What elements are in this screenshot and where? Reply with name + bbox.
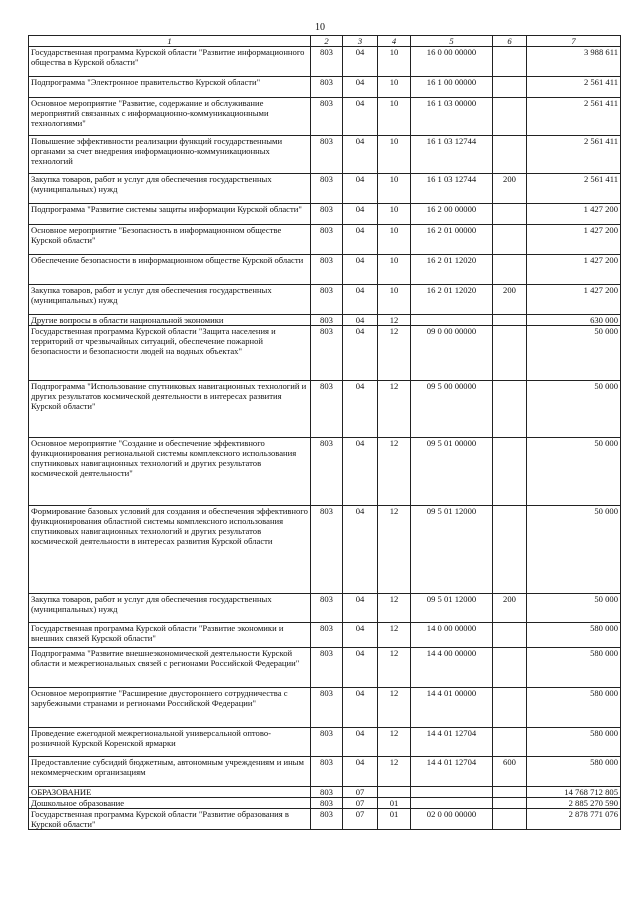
row-code-5: 16 1 03 12744 <box>411 174 493 204</box>
row-code-2: 803 <box>311 98 343 136</box>
table-row <box>29 809 621 830</box>
row-code-2: 803 <box>311 381 343 438</box>
row-amount: 1 427 200 <box>527 285 621 315</box>
row-code-5: 09 0 00 00000 <box>411 326 493 381</box>
row-name: Подпрограмма "Развитие системы защиты информации Курской области" <box>29 204 311 225</box>
row-code-6 <box>493 688 527 728</box>
row-name: ОБРАЗОВАНИЕ <box>29 787 311 798</box>
row-code-2: 803 <box>311 728 343 757</box>
budget-table <box>28 35 621 830</box>
row-amount: 2 878 771 076 <box>527 809 621 830</box>
row-code-5: 14 4 01 00000 <box>411 688 493 728</box>
row-code-5: 14 4 00 00000 <box>411 648 493 688</box>
row-amount: 50 000 <box>527 326 621 381</box>
row-code-3: 04 <box>343 98 378 136</box>
table-row <box>29 47 621 77</box>
row-name: Формирование базовых условий для создания и обеспечения эффективного функционирования областной системы комплексного использования спутниковых навигационных технологий и других результатов космической деятельности в интересах развития Курской области <box>29 506 311 594</box>
table-row <box>29 594 621 623</box>
row-code-3: 04 <box>343 255 378 285</box>
row-amount: 50 000 <box>527 594 621 623</box>
row-amount: 580 000 <box>527 728 621 757</box>
row-code-3: 04 <box>343 648 378 688</box>
row-name: Подпрограмма "Развитие внешнеэкономической деятельности Курской области и межрегиональных связей с регионами Российской Федерации" <box>29 648 311 688</box>
row-name: Государственная программа Курской области "Развитие экономики и внешних связей Курской области" <box>29 623 311 648</box>
row-amount: 50 000 <box>527 438 621 506</box>
row-code-3: 04 <box>343 174 378 204</box>
row-amount: 580 000 <box>527 648 621 688</box>
row-code-6 <box>493 315 527 326</box>
row-code-2: 803 <box>311 648 343 688</box>
row-code-4: 10 <box>378 285 411 315</box>
row-code-2: 803 <box>311 136 343 174</box>
row-code-3: 04 <box>343 204 378 225</box>
row-code-2: 803 <box>311 787 343 798</box>
table-row <box>29 787 621 798</box>
row-code-5 <box>411 798 493 809</box>
row-code-6: 600 <box>493 757 527 787</box>
row-code-2: 803 <box>311 225 343 255</box>
header-row <box>29 36 621 47</box>
row-code-4: 01 <box>378 809 411 830</box>
row-code-2: 803 <box>311 438 343 506</box>
row-code-4: 10 <box>378 98 411 136</box>
row-code-6: 200 <box>493 285 527 315</box>
row-name: Государственная программа Курской области "Развитие информационного общества в Курской области" <box>29 47 311 77</box>
row-name: Повышение эффективности реализации функций государственными органами за счет внедрения информационно-коммуникационных технологий <box>29 136 311 174</box>
row-code-6 <box>493 728 527 757</box>
row-code-5: 16 2 01 00000 <box>411 225 493 255</box>
row-amount: 2 885 270 590 <box>527 798 621 809</box>
row-code-5: 02 0 00 00000 <box>411 809 493 830</box>
row-amount: 1 427 200 <box>527 255 621 285</box>
row-name: Закупка товаров, работ и услуг для обеспечения государственных (муниципальных) нужд <box>29 594 311 623</box>
table-row <box>29 688 621 728</box>
row-code-6 <box>493 136 527 174</box>
row-name: Основное мероприятие "Создание и обеспечение эффективного функционирования региональной системы комплексного использования спутниковых навигационных технологий и других результатов космической деятельности" <box>29 438 311 506</box>
table-row <box>29 728 621 757</box>
column-header: 2 <box>311 36 343 47</box>
table-row <box>29 798 621 809</box>
row-code-2: 803 <box>311 255 343 285</box>
table-row <box>29 225 621 255</box>
row-code-3: 04 <box>343 728 378 757</box>
table-row <box>29 77 621 98</box>
row-code-5 <box>411 315 493 326</box>
row-code-3: 07 <box>343 809 378 830</box>
column-header: 7 <box>527 36 621 47</box>
row-code-4: 12 <box>378 648 411 688</box>
row-code-4: 12 <box>378 757 411 787</box>
row-code-5: 09 5 01 00000 <box>411 438 493 506</box>
row-amount: 14 768 712 805 <box>527 787 621 798</box>
row-code-2: 803 <box>311 77 343 98</box>
table-row <box>29 204 621 225</box>
row-code-2: 803 <box>311 204 343 225</box>
row-name: Закупка товаров, работ и услуг для обеспечения государственных (муниципальных) нужд <box>29 174 311 204</box>
row-amount: 3 988 611 <box>527 47 621 77</box>
row-code-5: 16 2 00 00000 <box>411 204 493 225</box>
table-row <box>29 648 621 688</box>
table-row <box>29 326 621 381</box>
row-code-4: 12 <box>378 326 411 381</box>
row-code-4: 10 <box>378 47 411 77</box>
row-code-3: 07 <box>343 787 378 798</box>
row-code-6 <box>493 98 527 136</box>
row-name: Государственная программа Курской области "Защита населения и территорий от чрезвычайных ситуаций, обеспечение пожарной безопасности и безопасности людей на водных объектах" <box>29 326 311 381</box>
row-code-3: 04 <box>343 136 378 174</box>
row-code-3: 04 <box>343 506 378 594</box>
row-code-3: 04 <box>343 77 378 98</box>
table-row <box>29 506 621 594</box>
column-header: 1 <box>29 36 311 47</box>
row-name: Основное мероприятие "Расширение двустороннего сотрудничества с зарубежными странами и регионами Российской Федерации" <box>29 688 311 728</box>
row-name: Проведение ежегодной межрегиональной универсальной оптово-розничной Курской Коренской ярмарки <box>29 728 311 757</box>
row-code-4: 12 <box>378 728 411 757</box>
row-amount: 580 000 <box>527 623 621 648</box>
row-name: Закупка товаров, работ и услуг для обеспечения государственных (муниципальных) нужд <box>29 285 311 315</box>
row-code-3: 04 <box>343 757 378 787</box>
row-code-3: 04 <box>343 47 378 77</box>
row-code-6 <box>493 648 527 688</box>
table-row <box>29 136 621 174</box>
row-amount: 50 000 <box>527 381 621 438</box>
row-code-3: 04 <box>343 225 378 255</box>
row-amount: 2 561 411 <box>527 77 621 98</box>
row-amount: 1 427 200 <box>527 225 621 255</box>
row-code-5: 09 5 00 00000 <box>411 381 493 438</box>
row-code-6 <box>493 326 527 381</box>
row-code-4: 12 <box>378 623 411 648</box>
row-code-4: 12 <box>378 381 411 438</box>
page-number: 10 <box>315 22 325 33</box>
row-amount: 2 561 411 <box>527 136 621 174</box>
row-code-4: 10 <box>378 204 411 225</box>
row-code-6 <box>493 506 527 594</box>
row-code-6 <box>493 77 527 98</box>
row-code-4: 12 <box>378 438 411 506</box>
row-amount: 630 000 <box>527 315 621 326</box>
row-code-2: 803 <box>311 594 343 623</box>
row-code-2: 803 <box>311 809 343 830</box>
row-code-4: 10 <box>378 136 411 174</box>
row-code-5: 16 2 01 12020 <box>411 255 493 285</box>
table-row <box>29 285 621 315</box>
row-code-3: 04 <box>343 315 378 326</box>
row-name: Дошкольное образование <box>29 798 311 809</box>
table-row <box>29 438 621 506</box>
row-code-4: 10 <box>378 77 411 98</box>
row-name: Подпрограмма "Электронное правительство Курской области" <box>29 77 311 98</box>
row-code-2: 803 <box>311 315 343 326</box>
row-code-3: 04 <box>343 326 378 381</box>
row-code-6 <box>493 47 527 77</box>
row-code-2: 803 <box>311 174 343 204</box>
row-amount: 1 427 200 <box>527 204 621 225</box>
row-code-2: 803 <box>311 326 343 381</box>
row-code-5 <box>411 787 493 798</box>
row-name: Другие вопросы в области национальной экономики <box>29 315 311 326</box>
row-name: Государственная программа Курской области "Развитие образования в Курской области" <box>29 809 311 830</box>
row-code-4: 10 <box>378 255 411 285</box>
row-code-6 <box>493 623 527 648</box>
row-code-2: 803 <box>311 798 343 809</box>
row-code-5: 16 0 00 00000 <box>411 47 493 77</box>
row-amount: 580 000 <box>527 757 621 787</box>
row-name: Предоставление субсидий бюджетным, автономным учреждениям и иным некоммерческим организациям <box>29 757 311 787</box>
column-header: 5 <box>411 36 493 47</box>
row-code-5: 14 4 01 12704 <box>411 757 493 787</box>
row-code-2: 803 <box>311 47 343 77</box>
row-amount: 50 000 <box>527 506 621 594</box>
row-code-4: 12 <box>378 688 411 728</box>
table-row <box>29 174 621 204</box>
row-code-6 <box>493 225 527 255</box>
table-row <box>29 623 621 648</box>
row-code-2: 803 <box>311 688 343 728</box>
row-code-5: 16 1 03 00000 <box>411 98 493 136</box>
row-name: Основное мероприятие "Развитие, содержание и обслуживание мероприятий связанных с информационно-коммуникационными технологиями" <box>29 98 311 136</box>
row-code-6 <box>493 255 527 285</box>
row-code-4: 12 <box>378 315 411 326</box>
row-code-4: 10 <box>378 174 411 204</box>
row-name: Основное мероприятие "Безопасность в информационном обществе Курской области" <box>29 225 311 255</box>
table-row <box>29 98 621 136</box>
row-name: Обеспечение безопасности в информационном обществе Курской области <box>29 255 311 285</box>
table-row <box>29 315 621 326</box>
row-code-6: 200 <box>493 174 527 204</box>
row-code-6 <box>493 381 527 438</box>
row-code-6 <box>493 204 527 225</box>
row-code-5: 09 5 01 12000 <box>411 506 493 594</box>
row-code-6 <box>493 438 527 506</box>
row-code-2: 803 <box>311 623 343 648</box>
row-code-6 <box>493 809 527 830</box>
row-code-3: 04 <box>343 381 378 438</box>
row-name: Подпрограмма "Использование спутниковых навигационных технологий и других результатов космической деятельности в интересах развития Курской области" <box>29 381 311 438</box>
column-header: 6 <box>493 36 527 47</box>
row-amount: 580 000 <box>527 688 621 728</box>
row-code-4: 10 <box>378 225 411 255</box>
row-code-5: 16 1 00 00000 <box>411 77 493 98</box>
column-header: 4 <box>378 36 411 47</box>
row-code-6 <box>493 787 527 798</box>
row-amount: 2 561 411 <box>527 174 621 204</box>
row-code-3: 04 <box>343 438 378 506</box>
column-header: 3 <box>343 36 378 47</box>
table-row <box>29 757 621 787</box>
row-code-2: 803 <box>311 757 343 787</box>
row-code-3: 04 <box>343 285 378 315</box>
row-amount: 2 561 411 <box>527 98 621 136</box>
row-code-3: 04 <box>343 688 378 728</box>
row-code-4 <box>378 787 411 798</box>
row-code-4: 12 <box>378 594 411 623</box>
row-code-3: 04 <box>343 594 378 623</box>
row-code-3: 04 <box>343 623 378 648</box>
row-code-5: 09 5 01 12000 <box>411 594 493 623</box>
table-row <box>29 381 621 438</box>
row-code-4: 12 <box>378 506 411 594</box>
row-code-2: 803 <box>311 285 343 315</box>
row-code-3: 07 <box>343 798 378 809</box>
row-code-5: 16 2 01 12020 <box>411 285 493 315</box>
row-code-4: 01 <box>378 798 411 809</box>
row-code-5: 14 0 00 00000 <box>411 623 493 648</box>
row-code-5: 16 1 03 12744 <box>411 136 493 174</box>
row-code-2: 803 <box>311 506 343 594</box>
row-code-5: 14 4 01 12704 <box>411 728 493 757</box>
row-code-6 <box>493 798 527 809</box>
row-code-6: 200 <box>493 594 527 623</box>
table-row <box>29 255 621 285</box>
